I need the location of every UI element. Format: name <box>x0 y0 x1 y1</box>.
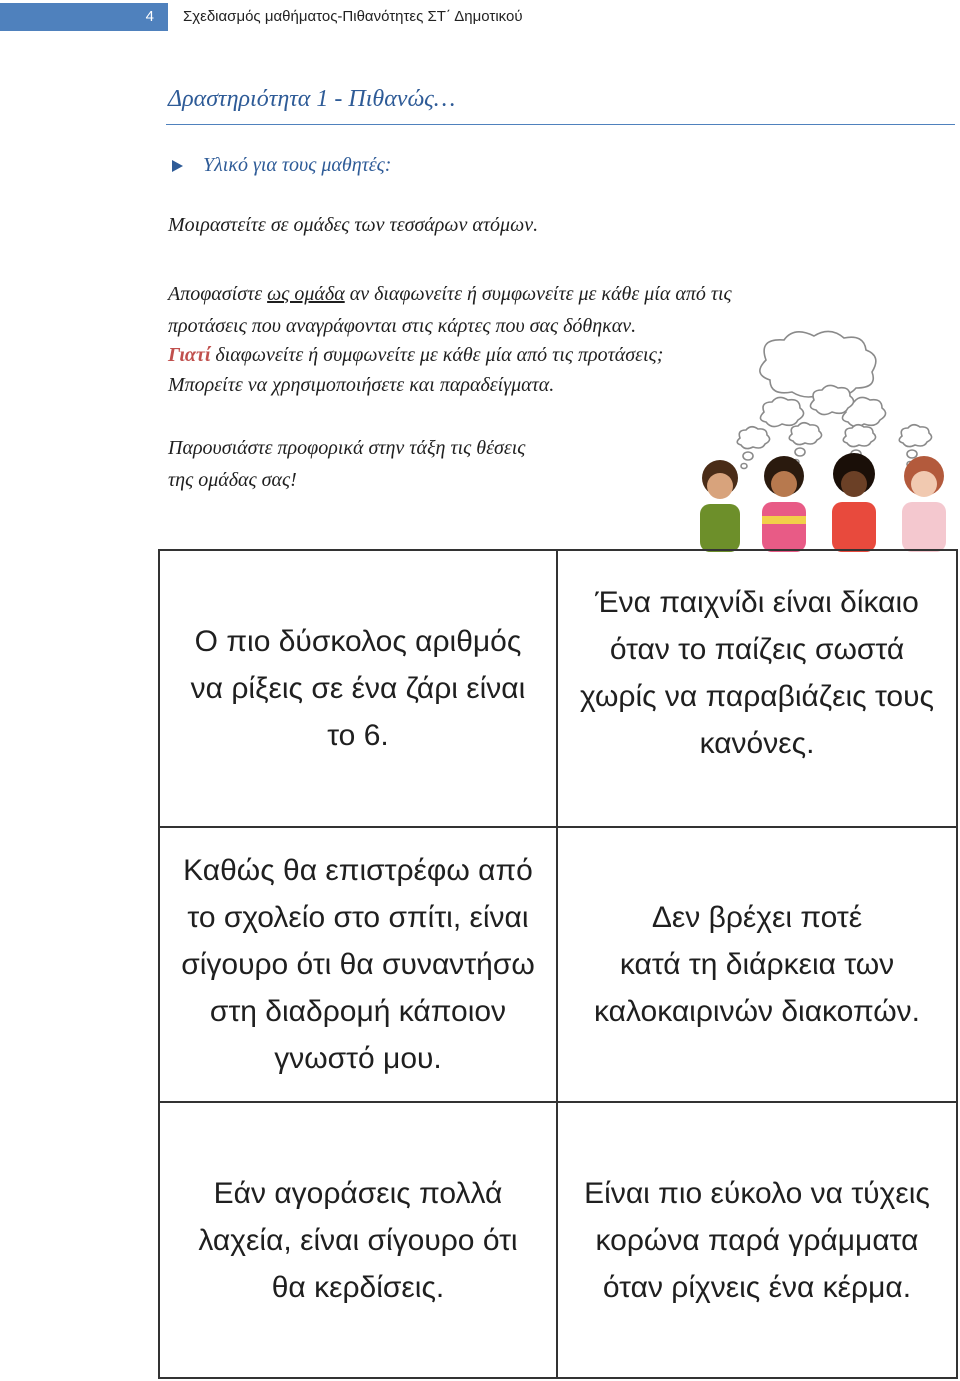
statement-card <box>558 828 956 1101</box>
statement-card <box>160 828 556 1101</box>
present-text-b: της ομάδας σας! <box>168 469 297 491</box>
card-line: Είναι πιο εύκολο να τύχεις <box>584 1176 930 1210</box>
statement-card <box>558 551 956 826</box>
instruction-groups: Μοιραστείτε σε ομάδες των τεσσάρων ατόμων. <box>168 214 539 236</box>
decide-text-b: αν διαφωνείτε ή συμφωνείτε με κάθε μία από τις <box>344 283 732 305</box>
card-line: γνωστό μου. <box>274 1042 442 1075</box>
card-line: χωρίς να παραβιάζεις τους <box>580 680 934 713</box>
instruction-decide <box>168 278 732 342</box>
card-line: Δεν βρέχει ποτέ <box>651 901 863 934</box>
why-text: διαφωνείτε ή συμφωνείτε με κάθε μία από τις προτάσεις; <box>210 344 664 366</box>
thinking-children-illustration <box>696 330 958 552</box>
card-text <box>584 1170 930 1311</box>
activity-title: Δραστηριότητα 1 - Πιθανώς… <box>168 86 456 112</box>
card-line: κανόνες. <box>699 727 815 760</box>
why-word: Γιατί <box>168 344 211 366</box>
card-line: Ο πιο δύσκολος αριθμός <box>194 625 522 658</box>
decide-text-underlined: ως ομάδα <box>267 283 345 305</box>
materials-heading <box>172 154 391 177</box>
materials-label: Υλικό για τους μαθητές: <box>203 154 392 176</box>
card-text <box>594 894 920 1035</box>
card-line: Καθώς θα επιστρέφω από <box>183 854 533 887</box>
card-line: να ρίξεις σε ένα ζάρι είναι <box>190 672 526 705</box>
card-line: όταν ρίχνεις ένα κέρμα. <box>602 1270 912 1304</box>
card-line: κορώνα παρά γράμματα <box>595 1223 919 1257</box>
card-line: Ένα παιχνίδι είναι δίκαιο <box>595 586 919 619</box>
instruction-why <box>168 340 663 400</box>
card-text <box>198 1170 517 1311</box>
statement-card <box>160 1103 556 1377</box>
decide-text-a: Αποφασίστε <box>168 283 268 305</box>
present-text-a: Παρουσιάστε προφορικά στην τάξη τις θέσεις <box>168 437 526 459</box>
card-line: κατά τη διάρκεια των <box>619 948 895 981</box>
card-text <box>181 847 535 1082</box>
child-avatar-icon <box>832 453 876 552</box>
child-avatar-icon <box>700 460 740 552</box>
decide-text-c: προτάσεις που αναγράφονται στις κάρτες που σας δόθηκαν. <box>168 315 637 337</box>
child-avatar-icon <box>902 456 946 552</box>
header-title: Σχεδιασμός μαθήματος-Πιθανότητες ΣΤ΄ Δημοτικού <box>183 8 523 25</box>
card-line: Εάν αγοράσεις πολλά <box>213 1176 503 1210</box>
instruction-present <box>168 432 525 496</box>
card-line: όταν το παίζεις σωστά <box>609 633 905 666</box>
statement-card <box>558 1103 956 1377</box>
page-number: 4 <box>145 8 154 25</box>
examples-text: Μπορείτε να χρησιμοποιήσετε και παραδείγματα. <box>168 374 555 396</box>
card-line: στη διαδρομή κάποιον <box>209 995 507 1028</box>
thought-cloud-icon <box>737 331 931 468</box>
card-line: καλοκαιρινών διακοπών. <box>594 995 920 1028</box>
card-line: το 6. <box>327 719 389 752</box>
card-line: λαχεία, είναι σίγουρο ότι <box>198 1223 518 1257</box>
card-text <box>580 579 934 767</box>
card-line: θα κερδίσεις. <box>271 1270 445 1304</box>
child-avatar-icon <box>762 456 806 552</box>
card-line: το σχολείο στο σπίτι, είναι <box>187 901 529 934</box>
card-line: σίγουρο ότι θα συναντήσω <box>181 948 535 981</box>
title-divider <box>166 124 955 125</box>
statement-card <box>160 551 556 826</box>
card-text <box>191 618 526 759</box>
bullet-arrow-icon <box>172 160 183 172</box>
